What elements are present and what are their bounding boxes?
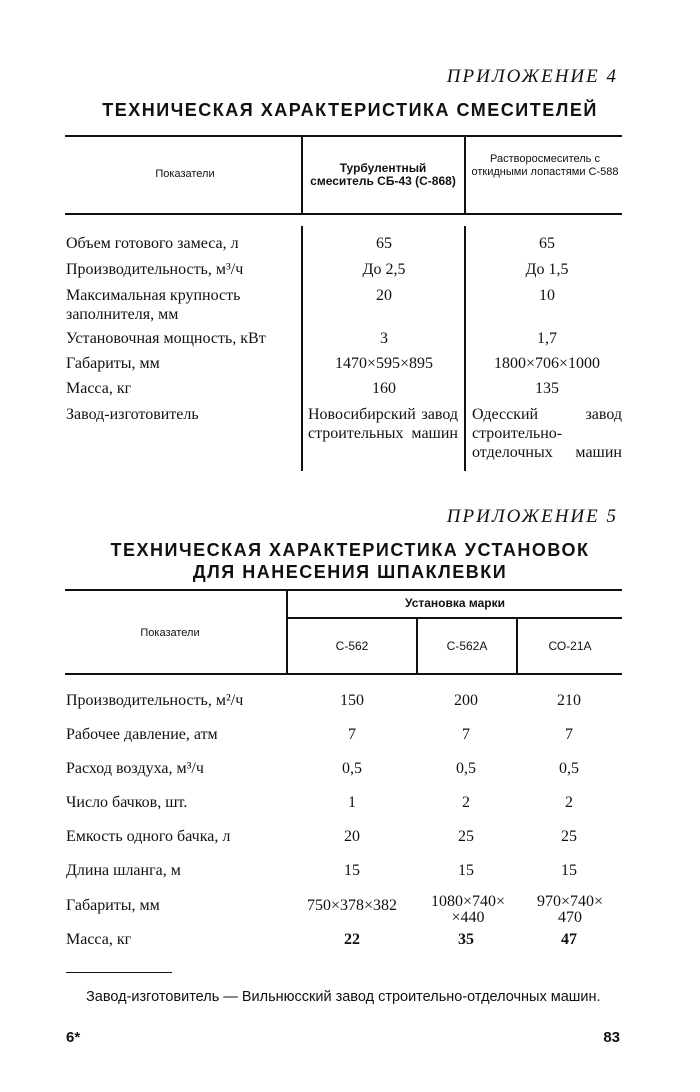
row-value: 20 [344, 828, 360, 845]
row-value: 15 [458, 862, 474, 879]
row-value: 47 [561, 931, 577, 948]
row-value: 1080×740× ×440 [430, 893, 506, 926]
row-value: 200 [454, 692, 478, 709]
row-value: 10 [539, 287, 555, 304]
column-header-mortar-mixer: Растворосмеситель с откидными лопастями С-588 [471, 153, 619, 178]
column-header-model: СО-21А [548, 639, 592, 653]
row-value: 15 [344, 862, 360, 879]
row-label: Емкость одного бачка, л [66, 828, 231, 845]
row-value: 22 [344, 931, 360, 948]
row-label: Масса, кг [66, 931, 132, 948]
row-label: Установочная мощность, кВт [66, 330, 266, 347]
row-value: До 1,5 [525, 261, 569, 278]
row-value: 3 [380, 330, 388, 347]
row-value: 25 [458, 828, 474, 845]
appendix-5-title-line-1: ТЕХНИЧЕСКАЯ ХАРАКТЕРИСТИКА УСТАНОВОК [110, 540, 590, 560]
table-top-rule [65, 135, 622, 137]
row-value: Новосибирский завод строительных машин [308, 406, 458, 442]
row-value: 65 [539, 235, 555, 252]
row-value: 15 [561, 862, 577, 879]
row-label: Масса, кг [66, 380, 132, 397]
footnote-rule [66, 972, 172, 973]
column-header-indicators: Показатели [140, 627, 200, 639]
page-number: 83 [603, 1029, 620, 1046]
row-value: 970×740× 470 [536, 893, 604, 926]
row-label: Длина шланга, м [66, 862, 181, 879]
column-divider [301, 226, 303, 471]
row-value: 1800×706×1000 [493, 355, 601, 372]
row-value: 1 [348, 794, 356, 811]
row-value: 25 [561, 828, 577, 845]
row-value: 7 [348, 726, 356, 743]
row-value: 135 [535, 380, 559, 397]
row-value: 160 [372, 380, 396, 397]
row-value: 750×378×382 [306, 897, 398, 914]
column-divider [464, 226, 466, 471]
row-value: 7 [565, 726, 573, 743]
row-value: 35 [458, 931, 474, 948]
column-header-turbulent-mixer: Турбулентный смеситель СБ-43 (С-868) [310, 161, 456, 188]
appendix-5-title-line-2: ДЛЯ НАНЕСЕНИЯ ШПАКЛЕВКИ [192, 562, 508, 582]
row-value: 2 [565, 794, 573, 811]
row-value: Одесский завод строительно-отделочных машин [472, 406, 622, 461]
appendix-4-label: ПРИЛОЖЕНИЕ 4 [446, 66, 618, 87]
row-value: До 2,5 [362, 261, 406, 278]
row-value: 65 [376, 235, 392, 252]
row-value: 210 [557, 692, 581, 709]
appendix-5-label: ПРИЛОЖЕНИЕ 5 [446, 506, 618, 527]
column-divider [301, 135, 303, 215]
column-header-model: С-562А [446, 639, 488, 653]
group-header-rule [287, 617, 622, 619]
row-label: Расход воздуха, м³/ч [66, 760, 204, 777]
row-value: 0,5 [342, 760, 362, 777]
row-value: 7 [462, 726, 470, 743]
row-value: 20 [376, 287, 392, 304]
column-header-model: С-562 [335, 639, 369, 653]
row-label: Объем готового замеса, л [66, 235, 239, 252]
signature-mark: 6* [66, 1029, 81, 1046]
table-top-rule [65, 589, 622, 591]
table-header-rule [65, 673, 622, 675]
row-label: Число бачков, шт. [66, 794, 188, 811]
row-value: 150 [340, 692, 364, 709]
column-divider [464, 135, 466, 215]
row-value: 2 [462, 794, 470, 811]
appendix-4-title: ТЕХНИЧЕСКАЯ ХАРАКТЕРИСТИКА СМЕСИТЕЛЕЙ [102, 100, 598, 120]
row-value: 1,7 [537, 330, 557, 347]
row-label: Производительность, м³/ч [66, 261, 244, 278]
row-label: Габариты, мм [66, 897, 160, 914]
row-value: 0,5 [456, 760, 476, 777]
row-label: Рабочее давление, атм [66, 726, 218, 743]
column-header-indicators: Показатели [155, 168, 215, 180]
row-label: Производительность, м²/ч [66, 692, 244, 709]
row-label: Габариты, мм [66, 355, 160, 372]
row-value: 0,5 [559, 760, 579, 777]
table-header-rule [65, 213, 622, 215]
footnote: Завод-изготовитель — Вильнюсский завод строительно-отделочных машин. [86, 989, 601, 1005]
row-value: 1470×595×895 [334, 355, 434, 372]
row-label: Завод-изготовитель [66, 406, 199, 423]
row-label: Максимальная крупность заполнителя, мм [66, 287, 241, 323]
column-group-header: Установка марки [404, 596, 505, 610]
